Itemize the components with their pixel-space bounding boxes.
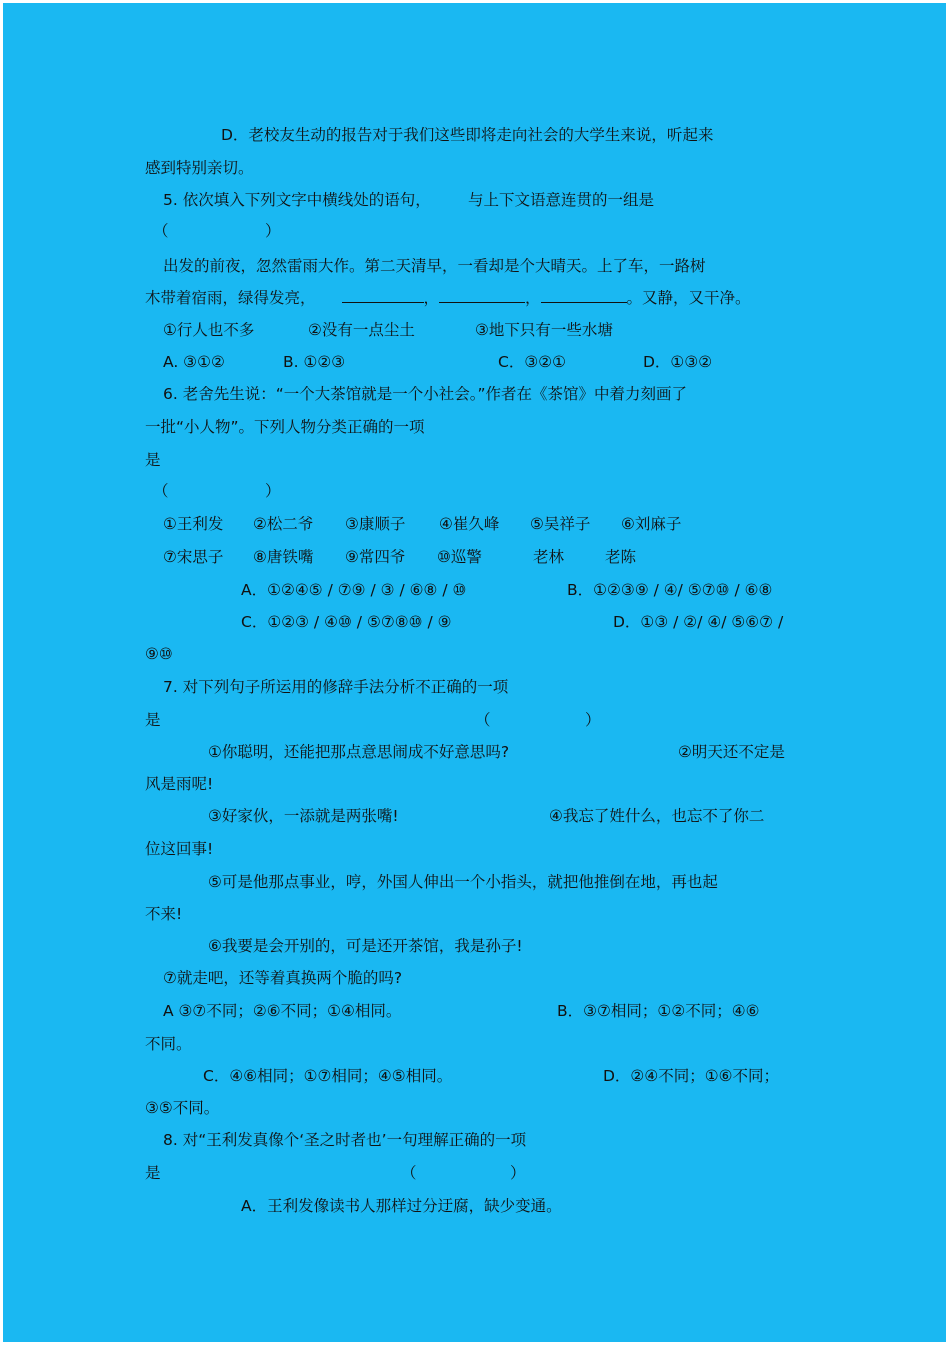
q7-option-d: D．②④不同；①⑥不同；: [603, 1067, 780, 1085]
q4-option-d: D．老校友生动的报告对于我们这些即将走向社会的大学生来说，听起来: [221, 126, 714, 144]
q8-answer-paren-open: （: [401, 1164, 417, 1182]
q7-option-d-cont: ③⑤不同。: [145, 1099, 220, 1117]
q4-option-d-cont: 感到特别亲切。: [145, 159, 254, 177]
q6-person: ⑥刘麻子: [621, 515, 682, 533]
q5-item-2: ②没有一点尘土: [308, 321, 415, 339]
q5-passage-cont: [145, 287, 751, 309]
document-page: [3, 3, 946, 1342]
q6-person: 老陈: [605, 548, 637, 566]
q5-passage: 出发的前夜，忽然雷雨大作。第二天清早，一看却是个大晴天。上了车，一路树: [163, 257, 706, 275]
q7-answer-paren-open: （: [475, 711, 491, 729]
q6-person: ①王利发: [163, 515, 224, 533]
q7-stem-end: 是: [145, 711, 161, 729]
q6-person: ⑨常四爷: [345, 548, 406, 566]
q6-option-d: D．①③ / ②/ ④/ ⑤⑥⑦ /: [613, 613, 784, 631]
q6-answer-paren-close: ）: [265, 482, 281, 500]
q7-option-b: B．③⑦相同；①②不同；④⑥: [557, 1002, 760, 1020]
q7-sentence-5-cont: 不来!: [145, 905, 183, 923]
q5-stem: 5. 依次填入下列文字中横线处的语句，: [163, 191, 431, 209]
q6-option-b: B．①②③⑨ / ④/ ⑤⑦⑩ / ⑥⑧: [567, 581, 773, 599]
q6-person: ④崔久峰: [439, 515, 500, 533]
q5-passage-start: 木带着宿雨，绿得发亮，: [145, 289, 316, 307]
q7-option-c: C．④⑥相同；①⑦相同；④⑤相同。: [203, 1067, 453, 1085]
q5-option-a: A. ③①②: [163, 353, 225, 371]
q7-sentence-4-cont: 位这回事!: [145, 840, 214, 858]
q7-sentence-5: ⑤可是他那点事业，哼，外国人伸出一个小指头，就把他推倒在地，再也起: [208, 873, 718, 891]
q7-sentence-2-cont: 风是雨呢!: [145, 775, 214, 793]
q7-answer-paren-close: ）: [585, 711, 601, 729]
q6-person: ③康顺子: [345, 515, 406, 533]
q5-answer-paren-close: ）: [265, 222, 281, 240]
q5-item-3: ③地下只有一些水塘: [475, 321, 613, 339]
q7-option-a: A ③⑦不同；②⑥不同；①④相同。: [163, 1002, 402, 1020]
q5-blank-1: [342, 287, 424, 303]
q6-person: 老林: [533, 548, 565, 566]
q5-passage-end: 。又静，又干净。: [626, 289, 751, 307]
q6-stem: 6. 老舍先生说：“一个大茶馆就是一个小社会。”作者在《茶馆》中着力刻画了: [163, 385, 688, 403]
q7-sentence-1: ①你聪明，还能把那点意思闹成不好意思吗?: [208, 743, 510, 761]
q8-option-a: A．王利发像读书人那样过分迂腐，缺少变通。: [241, 1197, 562, 1215]
q7-sentence-2: ②明天还不定是: [678, 743, 785, 761]
q6-answer-paren-open: （: [153, 482, 169, 500]
q5-blank-3: [541, 287, 627, 303]
q5-stem-cont: 与上下文语意连贯的一组是: [468, 191, 655, 209]
q5-item-1: ①行人也不多: [163, 321, 255, 339]
q6-stem-cont: 一批“小人物”。下列人物分类正确的一项: [145, 418, 425, 436]
q6-person: ②松二爷: [253, 515, 314, 533]
q5-answer-paren-open: （: [153, 222, 169, 240]
q6-option-c: C．①②③ / ④⑩ / ⑤⑦⑧⑩ / ⑨: [241, 613, 452, 631]
q5-blank-2: [439, 287, 525, 303]
q5-option-c: C．③②①: [498, 353, 567, 371]
q7-option-b-cont: 不同。: [145, 1035, 192, 1053]
q7-sentence-3: ③好家伙，一添就是两张嘴!: [208, 807, 399, 825]
q6-person: ⑩巡警: [437, 548, 482, 566]
q8-stem-end: 是: [145, 1164, 161, 1182]
q7-sentence-7: ⑦就走吧，还等着真换两个脆的吗?: [163, 969, 403, 987]
q6-stem-end: 是: [145, 451, 161, 469]
q7-stem: 7. 对下列句子所运用的修辞手法分析不正确的一项: [163, 678, 509, 696]
q5-option-b: B. ①②③: [283, 353, 346, 371]
q6-person: ⑦宋思子: [163, 548, 224, 566]
q7-sentence-6: ⑥我要是会开别的，可是还开茶馆，我是孙子!: [208, 937, 523, 955]
q6-option-d-cont: ⑨⑩: [145, 645, 173, 663]
q8-answer-paren-close: ）: [510, 1164, 526, 1182]
q6-person: ⑤吴祥子: [530, 515, 591, 533]
q6-option-a: A．①②④⑤ / ⑦⑨ / ③ / ⑥⑧ / ⑩: [241, 581, 467, 599]
q5-option-d: D．①③②: [643, 353, 713, 371]
q5-comma-2: ，: [525, 289, 541, 307]
q5-comma-1: ，: [423, 289, 440, 307]
q6-person: ⑧唐铁嘴: [253, 548, 314, 566]
q7-sentence-4: ④我忘了姓什么，也忘不了你二: [549, 807, 765, 825]
q8-stem: 8. 对“王利发真像个‘圣之时者也’一句理解正确的一项: [163, 1131, 527, 1149]
